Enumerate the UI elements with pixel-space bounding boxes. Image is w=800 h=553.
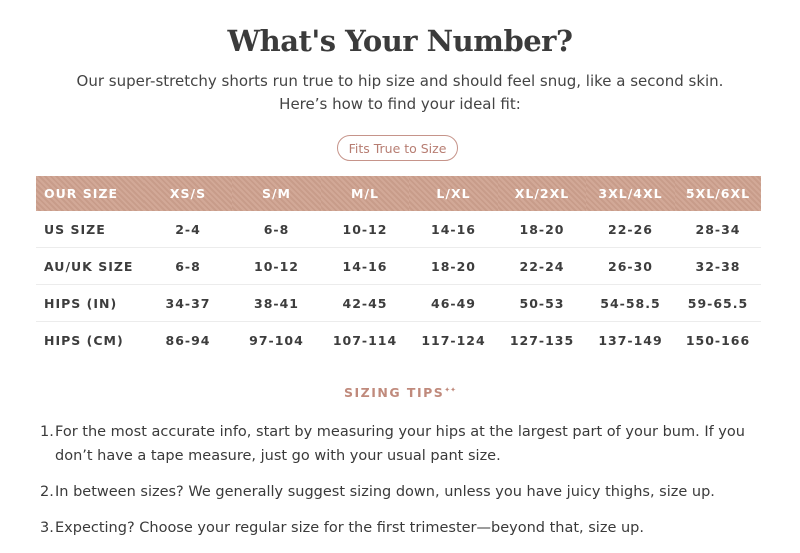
sizing-tips-label: SIZING TIPS (343, 385, 445, 400)
table-cell: 6-8 (144, 248, 232, 285)
list-item-text: For the most accurate info, start by measuring your hips at the largest part of your bum. If you don’t have a tape measure, just go with your usual pant size. (55, 424, 745, 464)
table-cell: 127-135 (509, 332, 575, 348)
table-cell: 14-16 (409, 211, 498, 248)
list-item-text: Expecting? Choose your regular size for the first trimester—beyond that, size up. (55, 520, 644, 536)
table-row-us-size (36, 211, 761, 248)
header-s-m: S/M (232, 176, 321, 211)
fit-badge: Fits True to Size (337, 135, 458, 161)
table-row-au-uk-size (36, 248, 761, 285)
table-cell: 34-37 (144, 285, 232, 322)
table-cell: 2-4 (144, 211, 232, 248)
table-cell: 26-30 (586, 248, 675, 285)
table-cell: 18-20 (409, 248, 498, 285)
table-cell: 22-26 (586, 211, 675, 248)
list-item (40, 516, 760, 540)
table-cell: 97-104 (249, 332, 304, 348)
table-cell: 10-12 (232, 248, 321, 285)
list-item (40, 420, 760, 468)
header-our-size: OUR SIZE (36, 176, 144, 211)
row-label: US SIZE (36, 211, 144, 248)
page-title: What's Your Number? (227, 24, 573, 58)
table-cell: 86-94 (165, 332, 211, 348)
table-cell: 59-65.5 (675, 285, 761, 322)
table-cell: 42-45 (321, 285, 409, 322)
list-item-number: 3. (40, 520, 54, 536)
table-cell: 137-149 (598, 332, 663, 348)
table-cell: 107-114 (332, 332, 398, 348)
list-item-text: In between sizes? We generally suggest sizing down, unless you have juicy thighs, size up. (55, 484, 715, 500)
header-l-xl: L/XL (409, 176, 498, 211)
row-label: AU/UK SIZE (36, 248, 144, 285)
sizing-tips-list (40, 420, 760, 552)
table-cell: 117-124 (421, 332, 486, 348)
subtitle-line-2: Here’s how to find your ideal fit: (279, 95, 521, 113)
size-chart-table (36, 176, 761, 358)
header-5xl-6xl: 5XL/6XL (675, 176, 761, 211)
list-item (40, 480, 760, 504)
header-3xl-4xl: 3XL/4XL (586, 176, 675, 211)
row-label: HIPS (CM) (44, 332, 124, 348)
sparkle-icon: ✦✦ (444, 385, 457, 394)
table-cell: 28-34 (675, 211, 761, 248)
table-cell: 14-16 (321, 248, 409, 285)
subtitle-line-1: Our super-stretchy shorts run true to hip size and should feel snug, like a second skin. (76, 72, 724, 90)
table-header-row (36, 176, 761, 211)
page-subtitle (40, 70, 760, 116)
list-item-number: 1. (40, 424, 54, 440)
header-m-l: M/L (321, 176, 409, 211)
table-cell: 32-38 (675, 248, 761, 285)
header-xl-2xl: XL/2XL (498, 176, 586, 211)
table-cell: 10-12 (321, 211, 409, 248)
table-cell: 54-58.5 (586, 285, 675, 322)
table-row-hips-cm (36, 322, 761, 359)
header-xs-s: XS/S (144, 176, 232, 211)
table-cell: 50-53 (498, 285, 586, 322)
row-label: HIPS (IN) (36, 285, 144, 322)
table-cell: 6-8 (232, 211, 321, 248)
sizing-tips-heading (0, 385, 800, 400)
table-cell: 22-24 (498, 248, 586, 285)
table-cell: 46-49 (409, 285, 498, 322)
table-row-hips-in (36, 285, 761, 322)
list-item-number: 2. (40, 484, 54, 500)
table-cell: 150-166 (685, 332, 751, 348)
table-cell: 38-41 (232, 285, 321, 322)
table-cell: 18-20 (498, 211, 586, 248)
